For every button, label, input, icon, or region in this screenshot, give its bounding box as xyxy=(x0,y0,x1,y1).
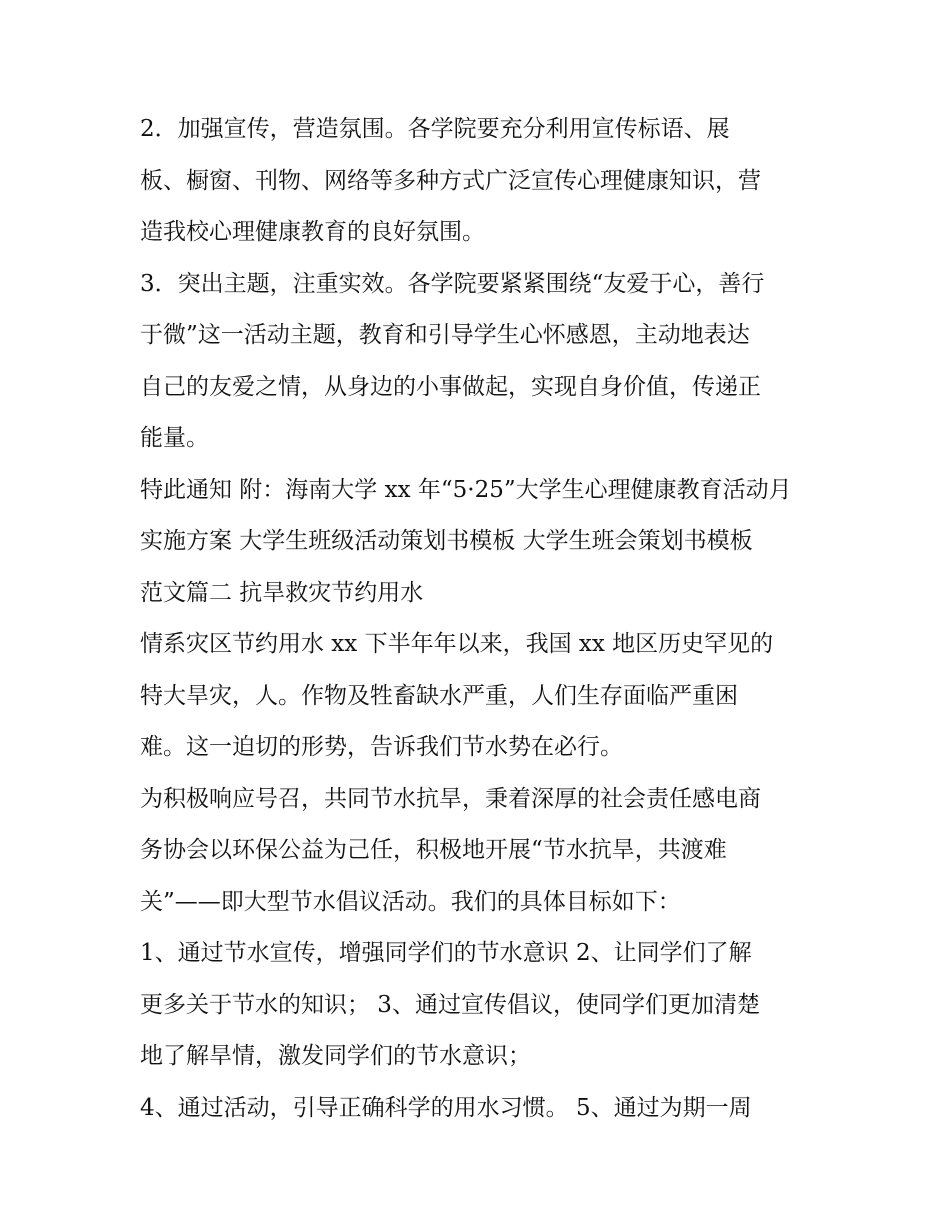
paragraph-goals-2 xyxy=(140,1083,820,1135)
text-line: 关”——即大型节水倡议活动。我们的具体目标如下： xyxy=(140,888,681,915)
text-line: 地了解旱情，激发同学们的节水意识； xyxy=(140,1043,531,1069)
document-page xyxy=(140,104,820,1134)
paragraph-initiative xyxy=(140,774,820,929)
text-line: 特大旱灾，人。作物及牲畜缺水严重，人们生存面临严重困 xyxy=(140,682,738,709)
text-line: 能量。 xyxy=(140,425,209,451)
text-line: 3．突出主题，注重实效。各学院要紧紧围绕“友爱于心，善行 xyxy=(140,270,765,297)
text-line: 4、通过活动，引导正确科学的用水习惯。 5、通过为期一周 xyxy=(140,1094,752,1121)
text-line: 2．加强宣传，营造氛围。各学院要充分利用宣传标语、展 xyxy=(140,116,730,142)
text-line: 1、通过节水宣传，增强同学们的节水意识 2、让同学们了解 xyxy=(140,940,752,966)
text-line: 于微”这一活动主题，教育和引导学生心怀感恩，主动地表达 xyxy=(140,322,750,348)
text-line: 板、橱窗、刊物、网络等多种方式广泛宣传心理健康知识，营 xyxy=(140,167,761,194)
text-line: 造我校心理健康教育的良好氛围。 xyxy=(140,219,485,245)
text-line: 为积极响应号召，共同节水抗旱，秉着深厚的社会责任感电商 xyxy=(140,785,761,812)
text-line: 难。这一迫切的形势，告诉我们节水势在必行。 xyxy=(140,734,623,760)
paragraph-drought xyxy=(140,619,820,774)
text-line: 务协会以环保公益为己任，积极地开展“节水抗旱，共渡难 xyxy=(140,837,727,863)
paragraph-publicity xyxy=(140,104,820,259)
text-line: 更多关于节水的知识； 3、通过宣传倡议，使同学们更加清楚 xyxy=(140,991,760,1018)
text-line: 特此通知 附：海南大学 xx 年“5·25”大学生心理健康教育活动月 xyxy=(140,476,792,503)
paragraph-theme xyxy=(140,259,820,465)
text-line: 自己的友爱之情，从身边的小事做起，实现自身价值，传递正 xyxy=(140,373,761,400)
text-line: 实施方案 大学生班级活动策划书模板 大学生班会策划书模板 xyxy=(140,528,753,554)
text-line: 范文篇二 抗旱救灾节约用水 xyxy=(140,579,424,606)
paragraph-notice-appendix xyxy=(140,465,820,620)
text-line: 情系灾区节约用水 xx 下半年年以来，我国 xx 地区历史罕见的 xyxy=(140,631,774,657)
paragraph-goals-1 xyxy=(140,928,820,1083)
